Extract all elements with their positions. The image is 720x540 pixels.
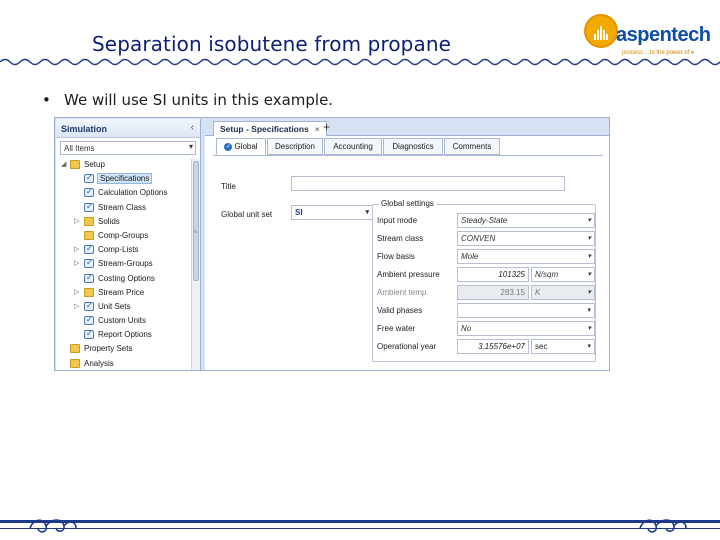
check-icon [84, 330, 94, 339]
tab-diagnostics[interactable] [383, 138, 443, 155]
tree-item-label: Comp-Groups [98, 230, 149, 240]
title-input[interactable] [291, 176, 565, 191]
tab-accounting[interactable] [324, 138, 382, 155]
setting-unit: sec [535, 342, 548, 351]
nav-filter-select[interactable] [60, 141, 196, 155]
tree-item-label: Calculation Options [98, 188, 168, 198]
tree-item-label: Analysis [84, 358, 114, 368]
main-pane [205, 119, 609, 371]
slide-title: Separation isobutene from propane [92, 32, 452, 56]
setting-row-operational-year [377, 339, 591, 354]
check-icon [84, 174, 94, 183]
tree-item-label: Stream-Groups [98, 259, 153, 269]
tab-description[interactable] [267, 138, 323, 155]
setting-unit: N/sqm [535, 270, 559, 279]
chevron-down-icon[interactable]: ▾ [587, 217, 591, 224]
tree-item-analysis[interactable] [56, 358, 191, 371]
tree-item-comp-groups[interactable] [56, 230, 191, 244]
tree-item-label: Specifications [97, 173, 152, 184]
tree-item-label: Comp-Lists [98, 245, 139, 255]
tree-item-property-sets[interactable] [56, 343, 191, 357]
check-icon [84, 188, 94, 197]
valid-phases-select[interactable] [457, 303, 595, 318]
navigation-pane [56, 119, 201, 371]
tab-label: Comments [452, 142, 492, 151]
chevron-down-icon[interactable]: ▾ [587, 343, 591, 350]
chevron-down-icon[interactable]: ▾ [587, 253, 591, 260]
pressure-unit-select[interactable] [531, 267, 595, 282]
tab-global[interactable] [216, 138, 266, 155]
logo-tagline: process ...to the power of e [622, 50, 695, 56]
temp-unit-select [531, 285, 595, 300]
stream-class-select[interactable] [457, 231, 595, 246]
nav-tree [56, 159, 191, 371]
setting-label: Free water [377, 324, 416, 333]
setting-row-ambient-temp [377, 285, 591, 300]
close-icon[interactable]: × [314, 124, 320, 134]
chevron-down-icon[interactable]: ▾ [587, 235, 591, 242]
expander-icon[interactable]: ▷ [74, 288, 80, 296]
tab-comments[interactable] [444, 138, 500, 155]
collapse-pane-icon[interactable]: ‹ [190, 122, 194, 133]
expander-icon[interactable]: ◢ [61, 161, 67, 168]
year-unit-select[interactable] [531, 339, 595, 354]
nav-filter-value: All Items [64, 144, 95, 153]
ambient-pressure-input[interactable]: 101325 [457, 267, 529, 282]
tree-item-label: Unit Sets [98, 301, 131, 311]
chevron-down-icon[interactable]: ▾ [587, 271, 591, 278]
bullet-marker: • [42, 91, 51, 109]
check-icon [84, 302, 94, 311]
tree-item-label: Setup [84, 160, 105, 169]
aspen-screenshot [54, 117, 610, 371]
tree-item-costing-options[interactable] [56, 273, 191, 287]
document-tab-bar [205, 119, 609, 136]
operational-year-input[interactable]: 3.15576e+07 [457, 339, 529, 354]
tree-item-report-options[interactable] [56, 329, 191, 343]
bullet-point [42, 91, 333, 109]
nav-scrollbar[interactable] [191, 159, 200, 371]
chevron-down-icon[interactable]: ▾ [587, 325, 591, 332]
global-tab-content [213, 155, 603, 369]
folder-icon [84, 231, 94, 240]
tree-item-specifications[interactable] [56, 173, 191, 187]
tree-item-unit-sets[interactable] [56, 301, 191, 315]
setting-label: Flow basis [377, 252, 415, 261]
unit-set-select[interactable] [291, 205, 373, 220]
setting-label: Valid phases [377, 306, 423, 315]
status-ok-icon: ✓ [225, 143, 231, 150]
setting-value: CONVEN [461, 234, 496, 243]
tree-item-stream-price[interactable] [56, 287, 191, 301]
doc-tab-setup-specifications[interactable] [213, 121, 327, 136]
unit-set-value: SI [295, 208, 303, 217]
flow-basis-select[interactable] [457, 249, 595, 264]
setting-label: Stream class [377, 234, 424, 243]
logo-mark-icon [584, 14, 618, 48]
tab-label: Global [234, 142, 258, 151]
setting-unit: K [535, 288, 541, 297]
setting-label: Ambient pressure [377, 270, 440, 279]
folder-icon [84, 217, 94, 226]
setting-row-input-mode [377, 213, 591, 228]
tree-item-comp-lists[interactable] [56, 244, 191, 258]
grip-icon: ≡ [194, 229, 197, 235]
tree-item-calculation-options[interactable] [56, 187, 191, 201]
decorative-footer-band [0, 510, 720, 540]
global-settings-group [372, 199, 596, 362]
ambient-temp-input: 283.15 [457, 285, 529, 300]
expander-icon[interactable]: ▷ [74, 302, 80, 310]
check-icon [84, 203, 94, 212]
tree-item-label: Property Sets [84, 344, 133, 354]
unit-set-label: Global unit set [221, 210, 273, 219]
decorative-header-band [0, 57, 720, 67]
tree-item-label: Stream Class [98, 202, 147, 212]
check-icon [84, 316, 94, 325]
input-mode-select[interactable] [457, 213, 595, 228]
chevron-down-icon[interactable]: ▾ [587, 307, 591, 314]
tree-item-stream-class[interactable] [56, 202, 191, 216]
chevron-down-icon[interactable]: ▾ [188, 142, 193, 151]
tree-item-label: Costing Options [98, 273, 155, 283]
setting-label: Operational year [377, 342, 437, 351]
free-water-select[interactable] [457, 321, 595, 336]
nav-pane-title: Simulation [61, 124, 108, 134]
doc-tab-label: Setup - Specifications [220, 124, 309, 134]
nav-pane-header [56, 119, 200, 138]
folder-icon [70, 160, 80, 169]
expander-icon[interactable]: ▷ [74, 260, 80, 268]
check-icon [84, 274, 94, 283]
tree-item-label: Stream Price [98, 287, 145, 297]
tree-item-solids[interactable] [56, 216, 191, 230]
global-settings-title: Global settings [381, 199, 434, 208]
tab-label: Description [274, 142, 315, 151]
expander-icon[interactable]: ▷ [74, 246, 80, 254]
setting-row-ambient-pressure [377, 267, 591, 282]
setting-label: Ambient temp. [377, 288, 429, 297]
folder-icon [84, 288, 94, 297]
scrollbar-thumb[interactable] [193, 161, 199, 281]
setting-value: Mole [461, 252, 479, 261]
tab-label: Accounting [333, 142, 373, 151]
tree-item-stream-groups[interactable] [56, 258, 191, 272]
setting-row-flow-basis [377, 249, 591, 264]
tree-item-label: Report Options [98, 330, 152, 340]
tree-item-label: Solids [98, 216, 120, 226]
setting-value: Steady-State [461, 216, 508, 225]
check-icon [84, 245, 94, 254]
add-tab-icon[interactable]: + [323, 120, 331, 134]
bullet-text: We will use SI units in this example. [64, 91, 334, 109]
tree-item-label: Custom Units [98, 316, 147, 326]
setting-row-stream-class [377, 231, 591, 246]
title-label: Title [221, 182, 236, 191]
check-icon [84, 259, 94, 268]
setting-value: No [461, 324, 472, 333]
tree-item-custom-units[interactable] [56, 315, 191, 329]
logo-wordmark: aspentech [616, 24, 711, 46]
setting-row-valid-phases [377, 303, 591, 318]
aspentech-logo [582, 12, 712, 56]
expander-icon[interactable]: ▷ [74, 217, 80, 225]
tree-item-setup[interactable] [56, 159, 191, 173]
setting-row-free-water [377, 321, 591, 336]
folder-icon [70, 359, 80, 368]
folder-icon [70, 344, 80, 353]
chevron-down-icon[interactable]: ▾ [365, 209, 369, 216]
tab-label: Diagnostics [392, 142, 434, 151]
setting-label: Input mode [377, 216, 418, 225]
chevron-down-icon: ▾ [587, 289, 591, 296]
